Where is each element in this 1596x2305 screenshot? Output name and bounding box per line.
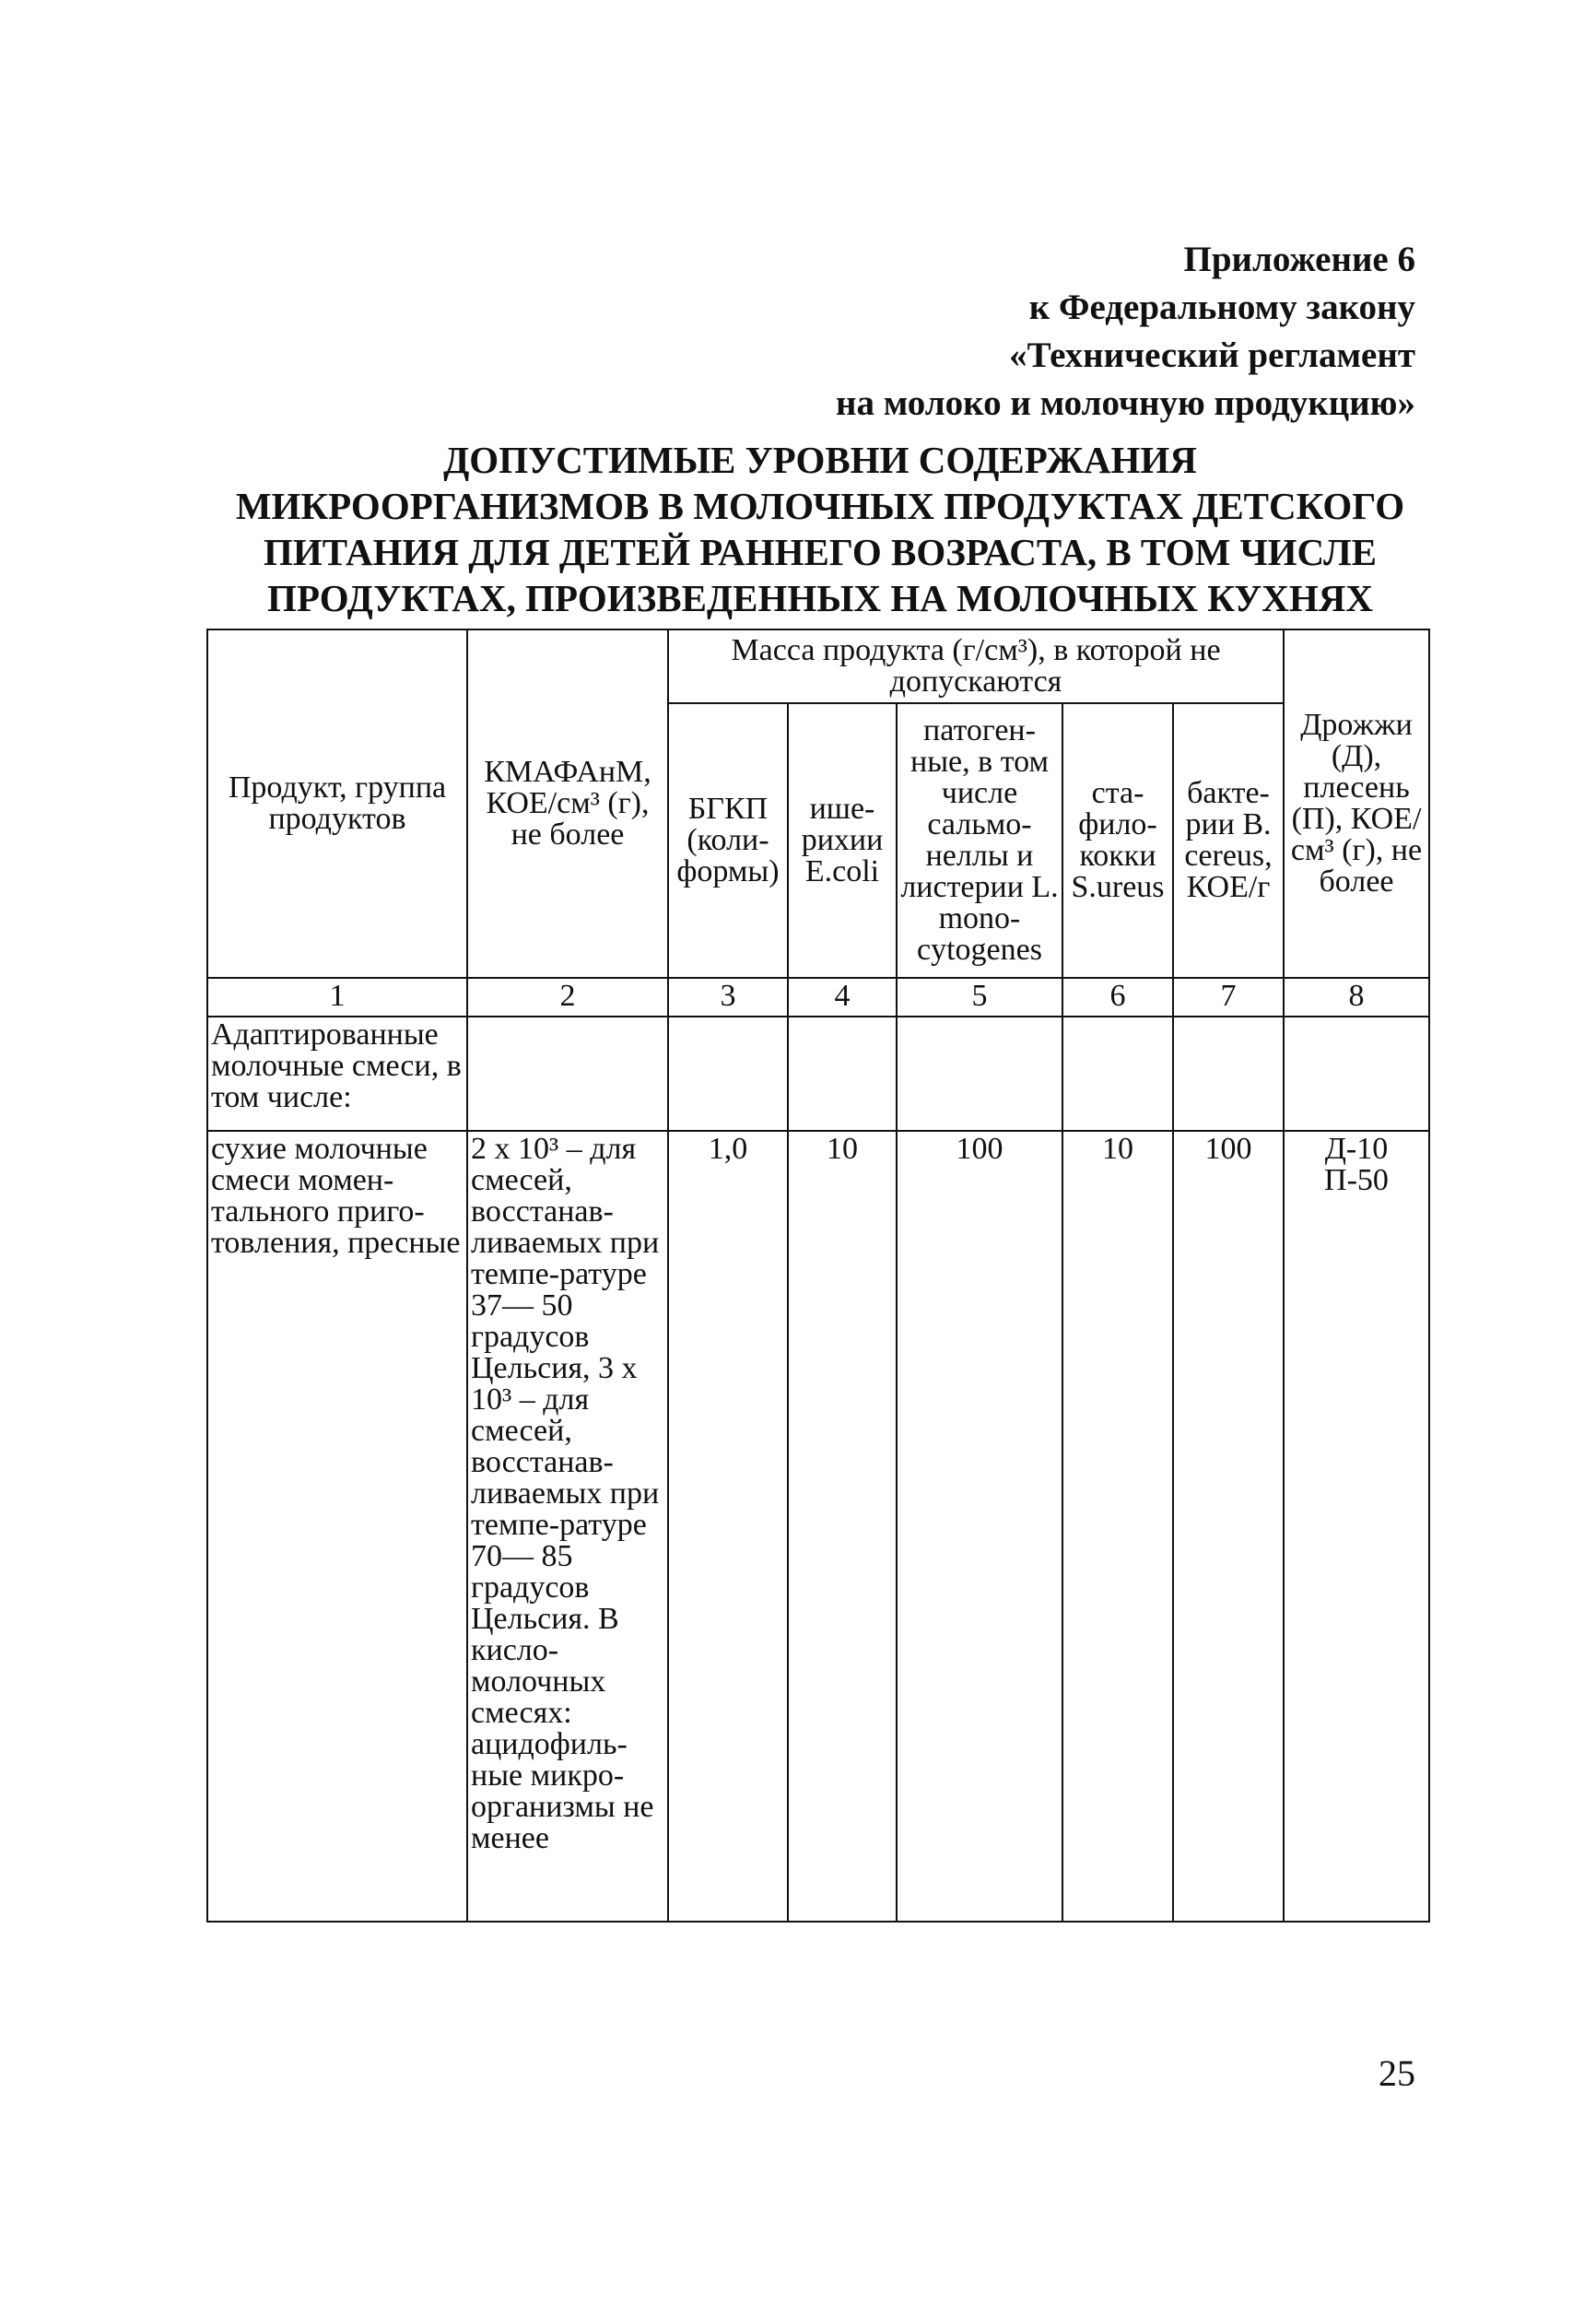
kmafanm-cell: 2 х 10³ – для смесей, восстанав-ливаемых при темпе-ратуре 37— 50 градусов Цельсия, 3 х 10³ – для смесей, восстанав-ливаемых при темпе-ратуре 70— 85 градусов Цельсия. В кисло-молочных смесях: ацидофиль-ные микро-организмы не менее bbox=[467, 1131, 668, 1922]
ecoli-cell: 10 bbox=[788, 1131, 897, 1922]
empty-cell bbox=[467, 1017, 668, 1131]
empty-cell bbox=[1284, 1017, 1429, 1131]
product-cell: сухие молочные смеси момен-тального приго-товления, пресные bbox=[207, 1131, 467, 1922]
column-number: 5 bbox=[897, 978, 1062, 1017]
appendix-line-1: Приложение 6 bbox=[1183, 240, 1415, 279]
column-number: 6 bbox=[1062, 978, 1173, 1017]
header-yeast-mold: Дрожжи (Д), плесень (П), КОЕ/см³ (г), не более bbox=[1284, 629, 1429, 978]
column-number: 4 bbox=[788, 978, 897, 1017]
header-staph: ста-фило-кокки S.ureus bbox=[1062, 703, 1173, 978]
appendix-line-2: к Федеральному закону bbox=[1028, 288, 1415, 327]
yeast-value: Д-10 bbox=[1324, 1132, 1389, 1166]
pathogenic-cell: 100 bbox=[897, 1131, 1062, 1922]
column-number: 2 bbox=[467, 978, 668, 1017]
column-number: 1 bbox=[207, 978, 467, 1017]
yeast-mold-cell bbox=[1284, 1131, 1429, 1922]
bcereus-cell: 100 bbox=[1173, 1131, 1284, 1922]
header-bgkp: БГКП (коли-формы) bbox=[668, 703, 788, 978]
bgkp-cell: 1,0 bbox=[668, 1131, 788, 1922]
header-product-group: Продукт, группа продуктов bbox=[207, 629, 467, 978]
empty-cell bbox=[1173, 1017, 1284, 1131]
title-line-4: ПРОДУКТАХ, ПРОИЗВЕДЕННЫХ НА МОЛОЧНЫХ КУХНЯХ bbox=[267, 577, 1373, 619]
header-mass-group: Масса продукта (г/см³), в которой не допускаются bbox=[668, 629, 1284, 703]
header-pathogenic: патоген-ные, в том числе сальмо-неллы и листерии L. mono-cytogenes bbox=[897, 703, 1062, 978]
column-number: 8 bbox=[1284, 978, 1429, 1017]
mold-value: П-50 bbox=[1324, 1163, 1389, 1197]
title-line-2: МИКРООРГАНИЗМОВ В МОЛОЧНЫХ ПРОДУКТАХ ДЕТСКОГО bbox=[235, 485, 1405, 527]
empty-cell bbox=[897, 1017, 1062, 1131]
appendix-line-3: «Технический регламент bbox=[1009, 335, 1415, 375]
document-title bbox=[184, 437, 1456, 621]
group-row bbox=[207, 1017, 1429, 1131]
header-bcereus: бакте-рии B. cereus, КОЕ/г bbox=[1173, 703, 1284, 978]
column-number: 7 bbox=[1173, 978, 1284, 1017]
microorganism-limits-table bbox=[206, 629, 1430, 1923]
group-label: Адаптированные молочные смеси, в том числе: bbox=[207, 1017, 467, 1131]
appendix-line-4: на молоко и молочную продукцию» bbox=[836, 383, 1415, 423]
appendix-reference bbox=[586, 236, 1415, 428]
staph-cell: 10 bbox=[1062, 1131, 1173, 1922]
page-number: 25 bbox=[1379, 2052, 1415, 2094]
empty-cell bbox=[668, 1017, 788, 1131]
header-ecoli: ише-рихии E.coli bbox=[788, 703, 897, 978]
empty-cell bbox=[788, 1017, 897, 1131]
column-number: 3 bbox=[668, 978, 788, 1017]
header-kmafanm: КМАФАнМ, КОЕ/см³ (г), не более bbox=[467, 629, 668, 978]
empty-cell bbox=[1062, 1017, 1173, 1131]
column-number-row bbox=[207, 978, 1429, 1017]
table-row bbox=[207, 1131, 1429, 1922]
header-row-1 bbox=[207, 629, 1429, 703]
title-line-3: ПИТАНИЯ ДЛЯ ДЕТЕЙ РАННЕГО ВОЗРАСТА, В ТОМ ЧИСЛЕ bbox=[263, 531, 1378, 573]
title-line-1: ДОПУСТИМЫЕ УРОВНИ СОДЕРЖАНИЯ bbox=[443, 439, 1197, 481]
